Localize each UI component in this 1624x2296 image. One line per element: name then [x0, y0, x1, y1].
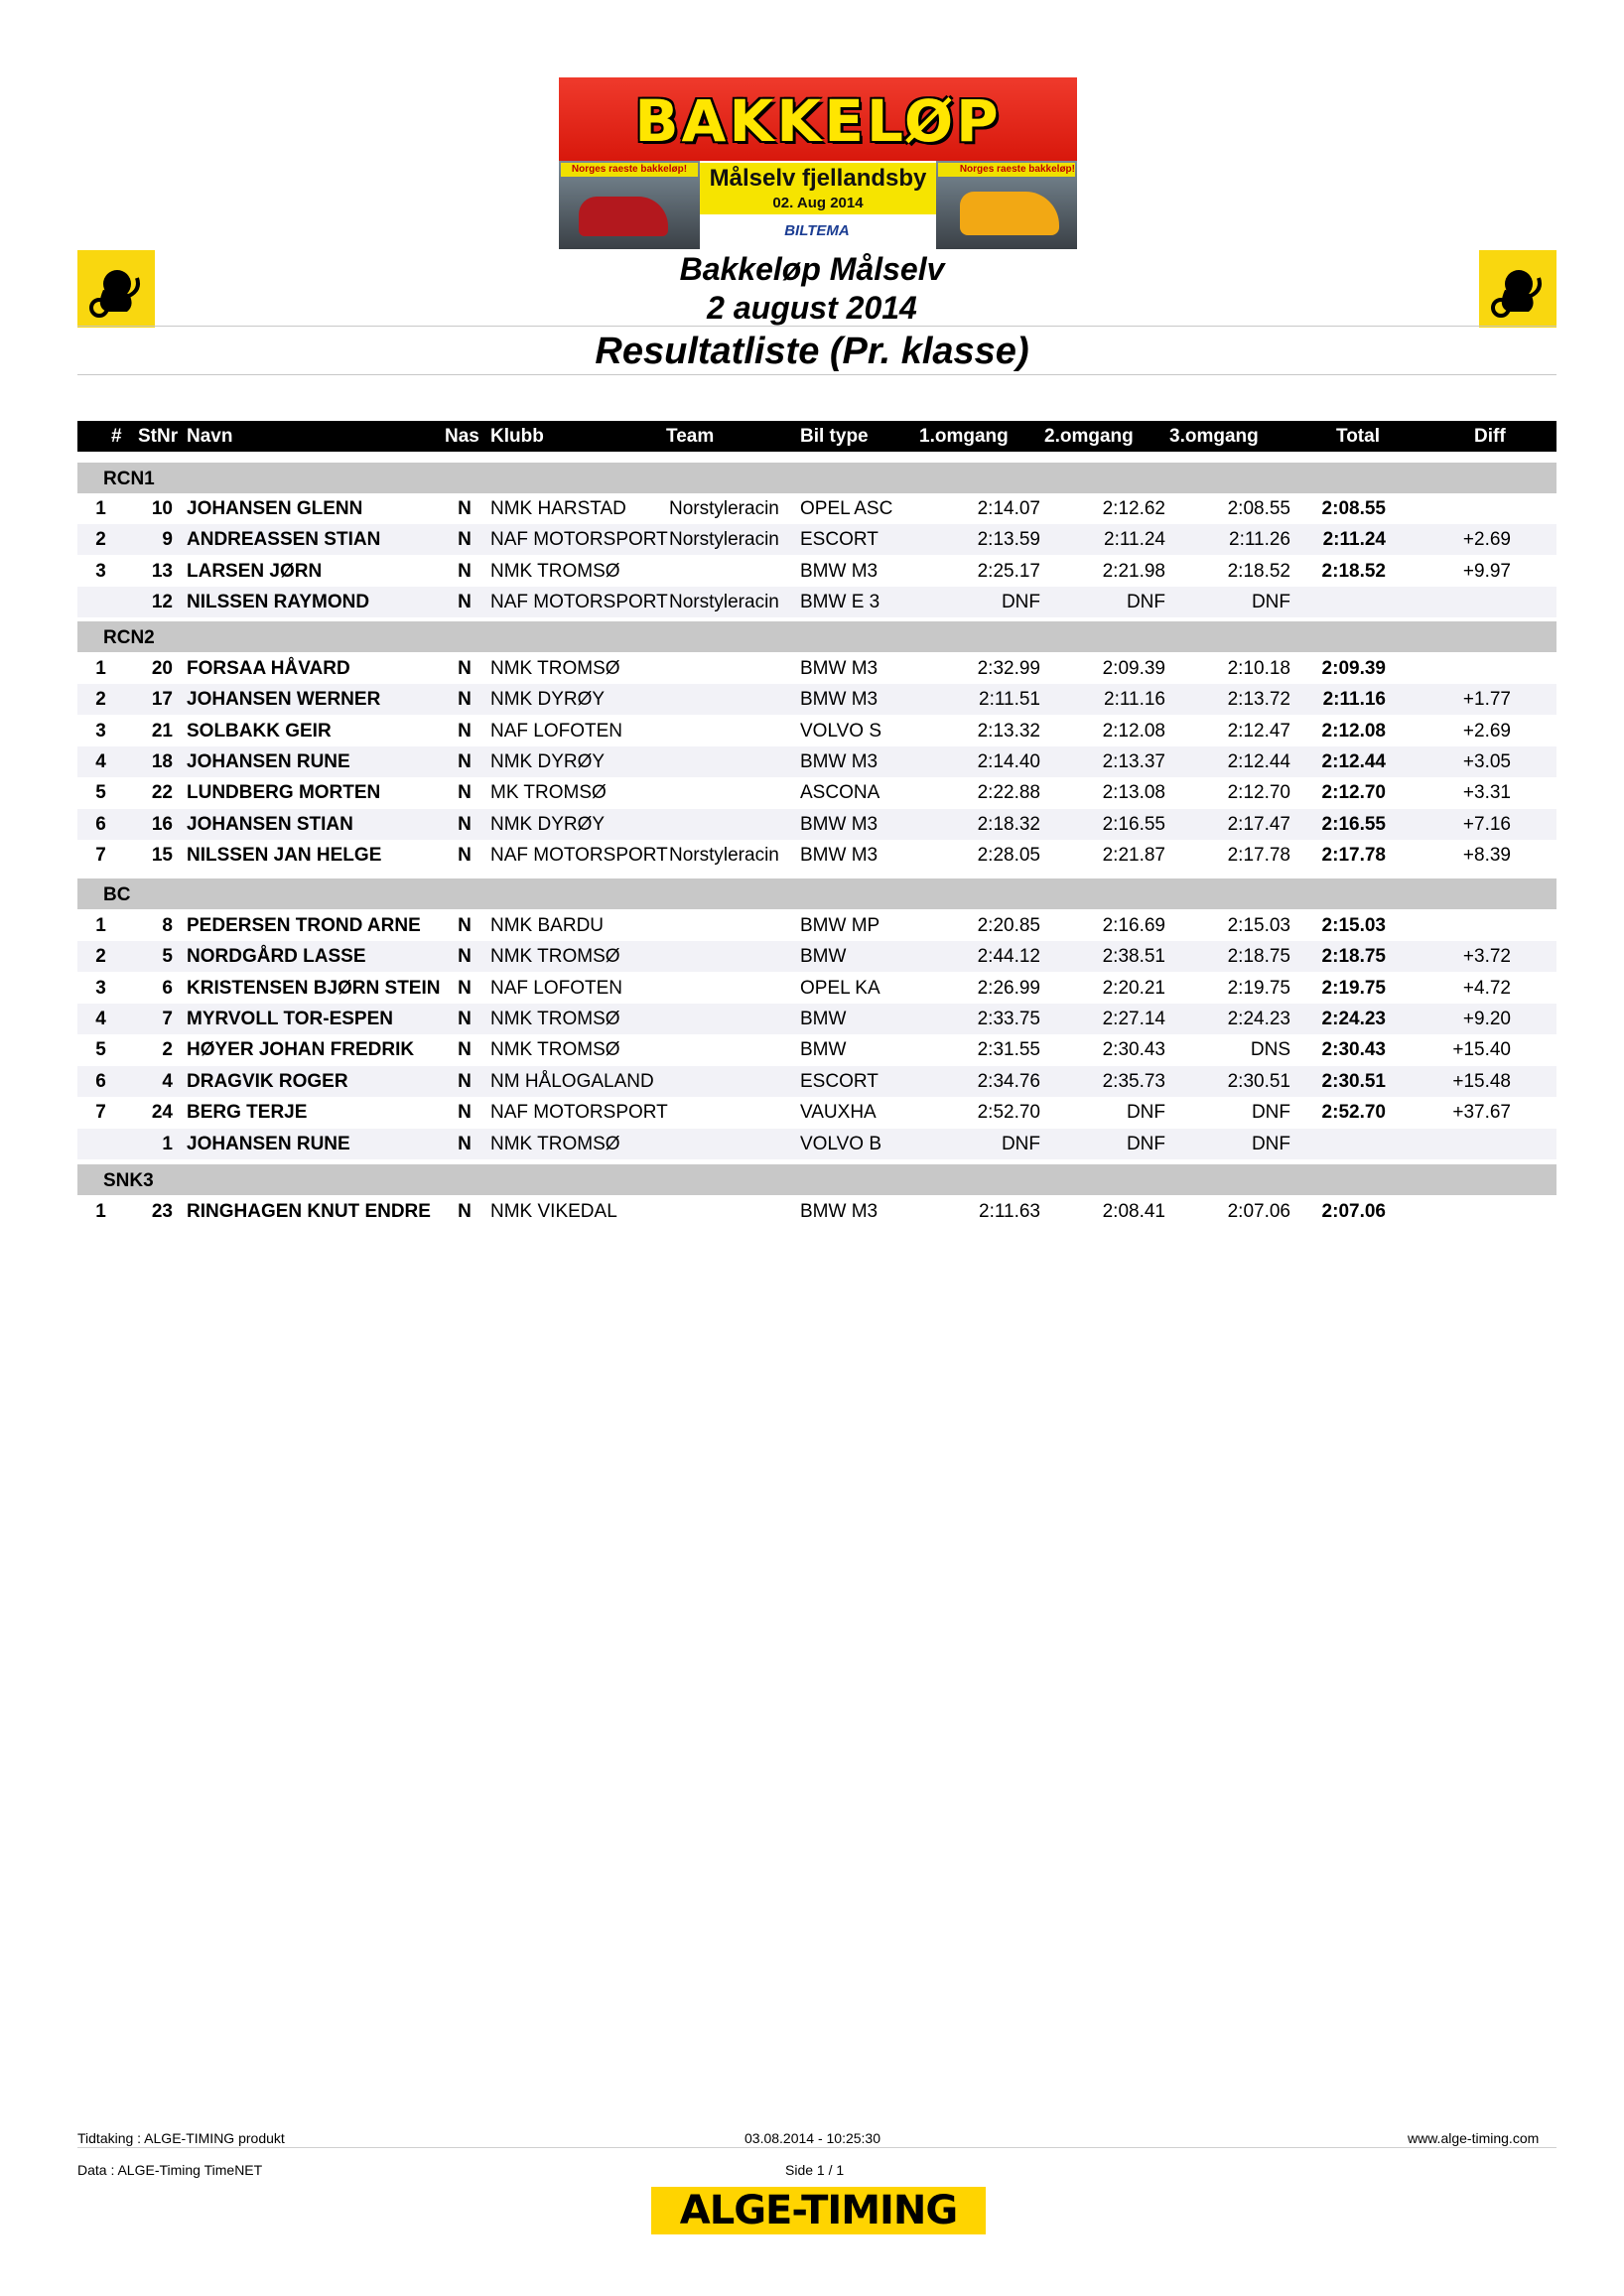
diff-cell: +8.39	[1462, 845, 1511, 866]
red-car-image	[579, 197, 668, 236]
run1-time-cell: 2:20.85	[977, 915, 1040, 936]
car-type-cell: OPEL ASC	[800, 498, 893, 519]
footer-timestamp: 03.08.2014 - 10:25:30	[744, 2130, 881, 2146]
banner-date: 02. Aug 2014	[772, 195, 864, 211]
car-type-cell: BMW	[800, 946, 847, 967]
rank-cell: 2	[95, 689, 106, 710]
club-cell: NMK DYRØY	[490, 814, 606, 835]
banner-place: Målselv fjellandsby	[709, 165, 927, 192]
run1-time-cell: 2:28.05	[977, 845, 1040, 866]
total-time-cell: 2:16.55	[1321, 814, 1386, 835]
run3-time-cell: 2:12.47	[1227, 721, 1290, 742]
table-row	[77, 556, 1556, 587]
run1-time-cell: 2:34.76	[977, 1071, 1040, 1092]
total-time-cell: 2:24.23	[1321, 1009, 1386, 1029]
start-number-cell: 2	[162, 1039, 173, 1060]
club-cell: NAF LOFOTEN	[490, 721, 623, 742]
driver-name-cell: MYRVOLL TOR-ESPEN	[187, 1009, 393, 1029]
start-number-cell: 1	[162, 1134, 173, 1154]
run2-time-cell: DNF	[1126, 592, 1165, 612]
start-number-cell: 6	[162, 978, 173, 999]
col-run1: 1.omgang	[919, 426, 1009, 447]
driver-name-cell: NORDGÅRD LASSE	[187, 946, 366, 967]
driver-name-cell: SOLBAKK GEIR	[187, 721, 332, 742]
rank-cell: 6	[95, 814, 106, 835]
run1-time-cell: 2:13.59	[977, 529, 1040, 550]
yellow-car-image	[960, 192, 1059, 235]
car-type-cell: VAUXHA	[800, 1102, 877, 1123]
rank-cell: 3	[95, 978, 106, 999]
team-cell: Norstyleracin	[669, 529, 779, 550]
run2-time-cell: 2:13.08	[1102, 782, 1165, 803]
run3-time-cell: 2:17.47	[1227, 814, 1290, 835]
total-time-cell: 2:30.43	[1321, 1039, 1386, 1060]
table-row	[77, 746, 1556, 777]
col-rank: #	[111, 426, 122, 447]
rank-cell: 7	[95, 1102, 106, 1123]
run2-time-cell: 2:09.39	[1102, 658, 1165, 679]
class-name: RCN2	[103, 627, 155, 648]
footer-url[interactable]: www.alge-timing.com	[1408, 2130, 1540, 2146]
club-cell: NMK TROMSØ	[490, 1134, 620, 1154]
run2-time-cell: 2:27.14	[1102, 1009, 1165, 1029]
run2-time-cell: 2:12.62	[1102, 498, 1165, 519]
table-row	[77, 587, 1556, 617]
class-group-header	[77, 621, 1556, 652]
run1-time-cell: 2:31.55	[977, 1039, 1040, 1060]
rank-cell: 7	[95, 845, 106, 866]
total-time-cell: 2:12.08	[1321, 721, 1386, 742]
class-group-header	[77, 463, 1556, 493]
table-row	[77, 777, 1556, 808]
car-type-cell: BMW M3	[800, 845, 879, 866]
driver-name-cell: HØYER JOHAN FREDRIK	[187, 1039, 415, 1060]
class-group-header	[77, 878, 1556, 909]
diff-cell: +2.69	[1462, 529, 1511, 550]
table-row	[77, 1034, 1556, 1065]
divider	[77, 374, 1556, 375]
club-cell: NMK DYRØY	[490, 751, 606, 772]
club-cell: NMK TROMSØ	[490, 1009, 620, 1029]
run3-time-cell: 2:12.44	[1227, 751, 1290, 772]
driver-name-cell: LARSEN JØRN	[187, 561, 323, 582]
club-cell: MK TROMSØ	[490, 782, 607, 803]
run1-time-cell: 2:44.12	[977, 946, 1040, 967]
rank-cell: 3	[95, 721, 106, 742]
table-row	[77, 973, 1556, 1004]
run1-time-cell: 2:11.63	[979, 1201, 1040, 1222]
nation-cell: N	[458, 1009, 472, 1029]
footer-page: Side 1 / 1	[785, 2162, 845, 2178]
rank-cell: 2	[95, 529, 106, 550]
driver-name-cell: JOHANSEN WERNER	[187, 689, 381, 710]
nation-cell: N	[458, 1201, 472, 1222]
diff-cell: +2.69	[1462, 721, 1511, 742]
run1-time-cell: DNF	[1001, 592, 1040, 612]
nation-cell: N	[458, 592, 472, 612]
driver-name-cell: BERG TERJE	[187, 1102, 308, 1123]
run1-time-cell: 2:11.51	[979, 689, 1040, 710]
rank-cell: 3	[95, 561, 106, 582]
nation-cell: N	[458, 658, 472, 679]
col-stnr: StNr	[138, 426, 179, 447]
total-time-cell: 2:12.44	[1321, 751, 1386, 772]
run1-time-cell: 2:32.99	[977, 658, 1040, 679]
start-number-cell: 20	[151, 658, 173, 679]
total-time-cell: 2:19.75	[1321, 978, 1386, 999]
event-banner	[559, 77, 1077, 249]
club-cell: NAF MOTORSPORT	[490, 529, 668, 550]
car-type-cell: BMW M3	[800, 561, 879, 582]
col-name: Navn	[187, 426, 233, 447]
team-cell: Norstyleracin	[669, 498, 779, 519]
start-number-cell: 16	[151, 814, 173, 835]
car-type-cell: BMW M3	[800, 1201, 879, 1222]
driver-name-cell: ANDREASSEN STIAN	[187, 529, 381, 550]
car-type-cell: BMW M3	[800, 658, 879, 679]
nation-cell: N	[458, 814, 472, 835]
col-run3: 3.omgang	[1169, 426, 1259, 447]
start-number-cell: 21	[151, 721, 173, 742]
nation-cell: N	[458, 1071, 472, 1092]
start-number-cell: 13	[151, 561, 173, 582]
driver-name-cell: FORSAA HÅVARD	[187, 658, 350, 679]
table-row	[77, 493, 1556, 524]
rank-cell: 5	[95, 782, 106, 803]
rank-cell: 1	[95, 498, 106, 519]
run3-time-cell: DNF	[1251, 592, 1290, 612]
car-type-cell: BMW	[800, 1039, 847, 1060]
total-time-cell: 2:15.03	[1321, 915, 1386, 936]
run1-time-cell: 2:52.70	[977, 1102, 1040, 1123]
banner-tagline-left: Norges raeste bakkeløp!	[561, 163, 698, 177]
table-row	[77, 524, 1556, 555]
col-car: Bil type	[800, 426, 869, 447]
footer-data: Data : ALGE-Timing TimeNET	[77, 2162, 263, 2178]
start-number-cell: 18	[151, 751, 173, 772]
rank-cell: 4	[95, 1009, 106, 1029]
nation-cell: N	[458, 782, 472, 803]
club-cell: NMK TROMSØ	[490, 658, 620, 679]
diff-cell: +9.97	[1462, 561, 1511, 582]
rank-cell: 4	[95, 751, 106, 772]
class-name: RCN1	[103, 469, 155, 489]
car-type-cell: BMW E 3	[800, 592, 880, 612]
run2-time-cell: 2:35.73	[1102, 1071, 1165, 1092]
run2-time-cell: 2:12.08	[1102, 721, 1165, 742]
car-type-cell: VOLVO S	[800, 721, 882, 742]
run3-time-cell: DNF	[1251, 1134, 1290, 1154]
car-type-cell: BMW	[800, 1009, 847, 1029]
club-cell: NMK BARDU	[490, 915, 605, 936]
driver-name-cell: JOHANSEN GLENN	[187, 498, 363, 519]
car-type-cell: BMW M3	[800, 689, 879, 710]
start-number-cell: 8	[162, 915, 173, 936]
diff-cell: +15.40	[1452, 1039, 1511, 1060]
car-type-cell: BMW MP	[800, 915, 880, 936]
col-nas: Nas	[445, 426, 479, 447]
run1-time-cell: DNF	[1001, 1134, 1040, 1154]
table-row	[77, 716, 1556, 746]
total-time-cell: 2:30.51	[1321, 1071, 1386, 1092]
driver-name-cell: PEDERSEN TROND ARNE	[187, 915, 421, 936]
table-row	[77, 1196, 1556, 1227]
start-number-cell: 9	[162, 529, 173, 550]
club-cell: NMK TROMSØ	[490, 946, 620, 967]
team-cell: Norstyleracin	[669, 845, 779, 866]
nation-cell: N	[458, 529, 472, 550]
run1-time-cell: 2:14.40	[977, 751, 1040, 772]
driver-name-cell: NILSSEN RAYMOND	[187, 592, 370, 612]
nation-cell: N	[458, 915, 472, 936]
car-type-cell: ESCORT	[800, 529, 879, 550]
total-time-cell: 2:08.55	[1321, 498, 1386, 519]
club-cell: NMK DYRØY	[490, 689, 606, 710]
run1-time-cell: 2:22.88	[977, 782, 1040, 803]
diff-cell: +37.67	[1452, 1102, 1511, 1123]
run2-time-cell: 2:16.69	[1102, 915, 1165, 936]
driver-name-cell: NILSSEN JAN HELGE	[187, 845, 382, 866]
start-number-cell: 23	[151, 1201, 173, 1222]
col-total: Total	[1336, 426, 1380, 447]
alge-timing-logo: ALGE-TIMING	[651, 2187, 986, 2234]
event-title: Bakkeløp Målselv	[679, 251, 945, 287]
rank-cell: 1	[95, 658, 106, 679]
club-cell: NMK TROMSØ	[490, 561, 620, 582]
start-number-cell: 24	[151, 1102, 173, 1123]
run2-time-cell: 2:16.55	[1102, 814, 1165, 835]
rank-cell: 5	[95, 1039, 106, 1060]
start-number-cell: 17	[151, 689, 173, 710]
nation-cell: N	[458, 978, 472, 999]
nation-cell: N	[458, 845, 472, 866]
nation-cell: N	[458, 946, 472, 967]
team-cell: Norstyleracin	[669, 592, 779, 612]
rank-cell: 2	[95, 946, 106, 967]
club-cell: NM HÅLOGALAND	[490, 1071, 654, 1092]
table-row	[77, 653, 1556, 684]
car-type-cell: OPEL KA	[800, 978, 880, 999]
rank-cell: 6	[95, 1071, 106, 1092]
club-cell: NMK TROMSØ	[490, 1039, 620, 1060]
nation-cell: N	[458, 721, 472, 742]
run3-time-cell: 2:18.75	[1227, 946, 1290, 967]
diff-cell: +7.16	[1462, 814, 1511, 835]
table-row	[77, 684, 1556, 715]
run1-time-cell: 2:33.75	[977, 1009, 1040, 1029]
total-time-cell: 2:12.70	[1321, 782, 1386, 803]
club-cell: NMK VIKEDAL	[490, 1201, 617, 1222]
driver-name-cell: JOHANSEN STIAN	[187, 814, 353, 835]
driver-name-cell: KRISTENSEN BJØRN STEIN	[187, 978, 441, 999]
table-row	[77, 941, 1556, 972]
event-date: 2 august 2014	[707, 290, 917, 326]
total-time-cell: 2:11.24	[1322, 529, 1386, 550]
run1-time-cell: 2:18.32	[977, 814, 1040, 835]
total-time-cell: 2:17.78	[1321, 845, 1386, 866]
car-type-cell: VOLVO B	[800, 1134, 882, 1154]
diff-cell: +3.05	[1462, 751, 1511, 772]
run3-time-cell: DNS	[1250, 1039, 1290, 1060]
col-run2: 2.omgang	[1044, 426, 1134, 447]
run1-time-cell: 2:13.32	[977, 721, 1040, 742]
run3-time-cell: 2:15.03	[1227, 915, 1290, 936]
run3-time-cell: 2:08.55	[1227, 498, 1290, 519]
diff-cell: +4.72	[1462, 978, 1511, 999]
nation-cell: N	[458, 498, 472, 519]
diff-cell: +3.72	[1462, 946, 1511, 967]
diff-cell: +15.48	[1452, 1071, 1511, 1092]
start-number-cell: 22	[151, 782, 173, 803]
run3-time-cell: 2:13.72	[1227, 689, 1290, 710]
table-row	[77, 1097, 1556, 1128]
col-club: Klubb	[490, 426, 544, 447]
class-group-header	[77, 1164, 1556, 1195]
table-header	[77, 421, 1556, 452]
car-type-cell: BMW M3	[800, 751, 879, 772]
nation-cell: N	[458, 689, 472, 710]
table-row	[77, 1066, 1556, 1097]
banner-tagline-right: Norges raeste bakkeløp!	[938, 163, 1075, 177]
car-type-cell: ASCONA	[800, 782, 880, 803]
car-type-cell: BMW M3	[800, 814, 879, 835]
total-time-cell: 2:18.52	[1321, 561, 1386, 582]
run3-time-cell: 2:30.51	[1227, 1071, 1290, 1092]
total-time-cell: 2:11.16	[1322, 689, 1386, 710]
run2-time-cell: 2:11.24	[1104, 529, 1165, 550]
footer-divider	[77, 2147, 1556, 2148]
run1-time-cell: 2:14.07	[977, 498, 1040, 519]
run2-time-cell: 2:20.21	[1102, 978, 1165, 999]
rank-cell: 1	[95, 1201, 106, 1222]
table-row	[77, 1129, 1556, 1159]
banner-title: BAKKELØP	[634, 87, 1002, 155]
club-cell: NMK HARSTAD	[490, 498, 626, 519]
driver-name-cell: LUNDBERG MORTEN	[187, 782, 381, 803]
diff-cell: +3.31	[1462, 782, 1511, 803]
run2-time-cell: DNF	[1126, 1134, 1165, 1154]
nation-cell: N	[458, 561, 472, 582]
banner-sponsor: BILTEMA	[784, 222, 850, 239]
total-time-cell: 2:09.39	[1321, 658, 1386, 679]
start-number-cell: 4	[162, 1071, 173, 1092]
table-row	[77, 1004, 1556, 1034]
run2-time-cell: 2:08.41	[1102, 1201, 1165, 1222]
run3-time-cell: 2:07.06	[1227, 1201, 1290, 1222]
col-team: Team	[666, 426, 715, 447]
table-row	[77, 840, 1556, 871]
nation-cell: N	[458, 1134, 472, 1154]
diff-cell: +9.20	[1462, 1009, 1511, 1029]
run3-time-cell: 2:17.78	[1227, 845, 1290, 866]
class-name: BC	[103, 884, 131, 905]
run2-time-cell: 2:21.98	[1102, 561, 1165, 582]
run2-time-cell: 2:11.16	[1104, 689, 1165, 710]
run3-time-cell: 2:19.75	[1227, 978, 1290, 999]
total-time-cell: 2:52.70	[1321, 1102, 1386, 1123]
footer-timing: Tidtaking : ALGE-TIMING produkt	[77, 2130, 285, 2146]
nation-cell: N	[458, 1039, 472, 1060]
class-name: SNK3	[103, 1170, 154, 1191]
start-number-cell: 10	[151, 498, 173, 519]
run3-time-cell: DNF	[1251, 1102, 1290, 1123]
table-row	[77, 910, 1556, 941]
run3-time-cell: 2:10.18	[1227, 658, 1290, 679]
col-diff: Diff	[1474, 426, 1506, 447]
start-number-cell: 12	[151, 592, 173, 612]
driver-name-cell: JOHANSEN RUNE	[187, 1134, 350, 1154]
club-cell: NAF LOFOTEN	[490, 978, 623, 999]
driver-name-cell: RINGHAGEN KNUT ENDRE	[187, 1201, 431, 1222]
nation-cell: N	[458, 1102, 472, 1123]
club-cell: NAF MOTORSPORT	[490, 592, 668, 612]
total-time-cell: 2:18.75	[1321, 946, 1386, 967]
start-number-cell: 5	[162, 946, 173, 967]
run3-time-cell: 2:24.23	[1227, 1009, 1290, 1029]
diff-cell: +1.77	[1462, 689, 1511, 710]
list-title: Resultatliste (Pr. klasse)	[595, 331, 1029, 372]
club-cell: NAF MOTORSPORT	[490, 845, 668, 866]
run2-time-cell: 2:30.43	[1102, 1039, 1165, 1060]
run3-time-cell: 2:11.26	[1229, 529, 1290, 550]
run3-time-cell: 2:18.52	[1227, 561, 1290, 582]
nation-cell: N	[458, 751, 472, 772]
start-number-cell: 15	[151, 845, 173, 866]
run2-time-cell: 2:38.51	[1102, 946, 1165, 967]
run2-time-cell: 2:21.87	[1102, 845, 1165, 866]
table-row	[77, 809, 1556, 840]
divider	[77, 326, 1556, 327]
run1-time-cell: 2:25.17	[977, 561, 1040, 582]
club-cell: NAF MOTORSPORT	[490, 1102, 668, 1123]
rank-cell: 1	[95, 915, 106, 936]
run2-time-cell: 2:13.37	[1102, 751, 1165, 772]
driver-name-cell: JOHANSEN RUNE	[187, 751, 350, 772]
driver-name-cell: DRAGVIK ROGER	[187, 1071, 348, 1092]
run3-time-cell: 2:12.70	[1227, 782, 1290, 803]
total-time-cell: 2:07.06	[1321, 1201, 1386, 1222]
car-type-cell: ESCORT	[800, 1071, 879, 1092]
run2-time-cell: DNF	[1126, 1102, 1165, 1123]
run1-time-cell: 2:26.99	[977, 978, 1040, 999]
start-number-cell: 7	[162, 1009, 173, 1029]
